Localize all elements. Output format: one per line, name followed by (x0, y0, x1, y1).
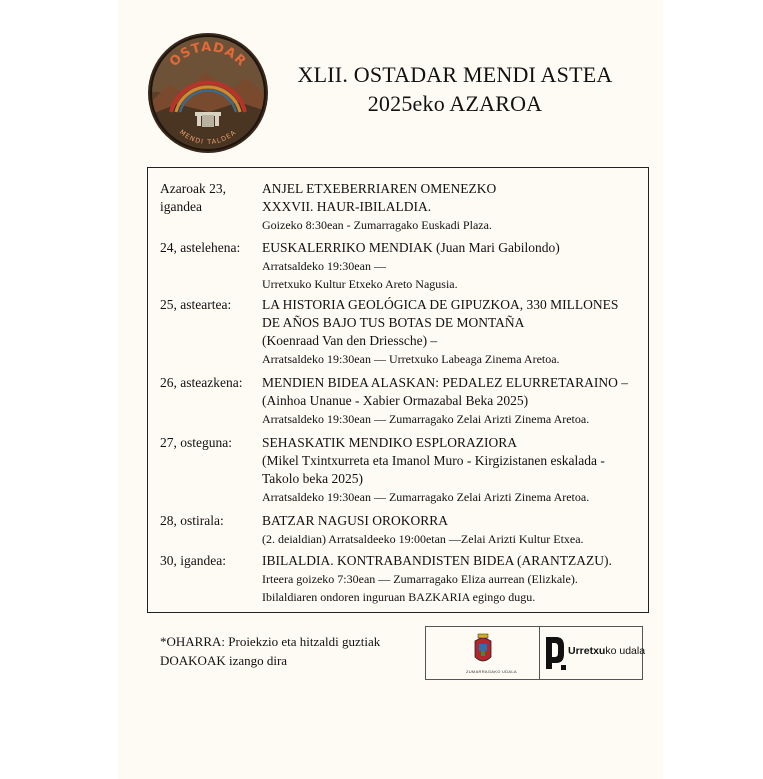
event-info: Irteera goizeko 7:30ean — Zumarragako Eliza aurrean (Elizkale). (262, 572, 578, 586)
event-speaker: Takolo beka 2025) (262, 471, 364, 486)
event-day: 30, igandea: (160, 553, 226, 568)
event-title: IBILALDIA. KONTRABANDISTEN BIDEA (ARANTZAZU). (262, 553, 612, 568)
event-info: Arratsaldeko 19:30ean — Zumarragako Zelai Arizti Zinema Aretoa. (262, 490, 590, 504)
event-title: XXXVII. HAUR-IBILALDIA. (262, 199, 432, 214)
event-details (262, 552, 640, 606)
footer-note: *OHARRA: Proiekzio eta hitzaldi guztiak DOAKOAK izango dira (160, 634, 381, 668)
event-speaker: (Mikel Txintxurreta eta Imanol Muro - Kirgizistanen eskalada - (262, 453, 605, 468)
event-day: 24, astelehena: (160, 240, 241, 255)
event-speaker: (Ainhoa Unanue - Xabier Ormazabal Beka 2025) (262, 393, 529, 408)
logo-top-text: OSTADAR (166, 39, 250, 70)
title-line-2: 2025eko AZAROA (367, 91, 543, 116)
event-day: Azaroak 23, igandea (160, 181, 226, 214)
event-details (262, 374, 640, 428)
event-info: Arratsaldeko 19:30ean — (262, 259, 386, 273)
event-details (262, 239, 640, 293)
event-title: BATZAR NAGUSI OROKORRA (262, 513, 449, 528)
urretxu-sponsor (540, 627, 646, 679)
event-info: Arratsaldeko 19:30ean — Zumarragako Zelai Arizti Zinema Aretoa. (262, 412, 590, 426)
event-title: SEHASKATIK MENDIKO ESPLORAZIORA (262, 435, 518, 450)
event-day: 27, osteguna: (160, 435, 232, 450)
event-day: 26, asteazkena: (160, 375, 243, 390)
event-title: EUSKALERRIKO MENDIAK (Juan Mari Gabilondo) (262, 240, 560, 255)
logo-bottom-text: MENDI TALDEA (177, 128, 239, 147)
event-info: (2. deialdian) Arratsaldeeko 19:00etan —Zelai Arizti Kultur Etxea. (262, 532, 584, 546)
event-details (262, 512, 640, 548)
event-details (262, 434, 640, 506)
program-box (147, 167, 649, 613)
urretxu-wordmark: Urretxuko udala (568, 645, 646, 657)
event-info: Arratsaldeko 19:30ean — Urretxuko Labeaga Zinema Aretoa. (262, 352, 560, 366)
event-info: Ibilaldiaren ondoren inguruan BAZKARIA egingo dugu. (262, 590, 536, 604)
event-info: Goizeko 8:30ean - Zumarragako Euskadi Plaza. (262, 218, 492, 232)
event-speaker: (Koenraad Van den Driessche) – (262, 333, 438, 348)
event-title: DE AÑOS BAJO TUS BOTAS DE MONTAÑA (262, 315, 525, 330)
event-title: LA HISTORIA GEOLÓGICA DE GIPUZKOA, 330 MILLONES (262, 297, 619, 312)
zumarraga-caption: ZUMARRAGAKO UDALA (466, 669, 517, 674)
event-day: 28, ostirala: (160, 513, 224, 528)
event-details (262, 180, 640, 234)
event-details (262, 296, 640, 368)
title-line-1: XLII. OSTADAR MENDI ASTEA (297, 62, 613, 87)
event-day: 25, asteartea: (160, 297, 232, 312)
page-title (280, 60, 630, 118)
event-info: Urretxuko Kultur Etxeko Areto Nagusia. (262, 277, 458, 291)
event-title: MENDIEN BIDEA ALASKAN: PEDALEZ ELURRETARAINO – (262, 375, 629, 390)
zumarraga-sponsor (426, 627, 539, 679)
sponsor-box (425, 626, 646, 680)
event-title: ANJEL ETXEBERRIAREN OMENEZKO (262, 181, 497, 196)
ostadar-logo (147, 32, 269, 154)
